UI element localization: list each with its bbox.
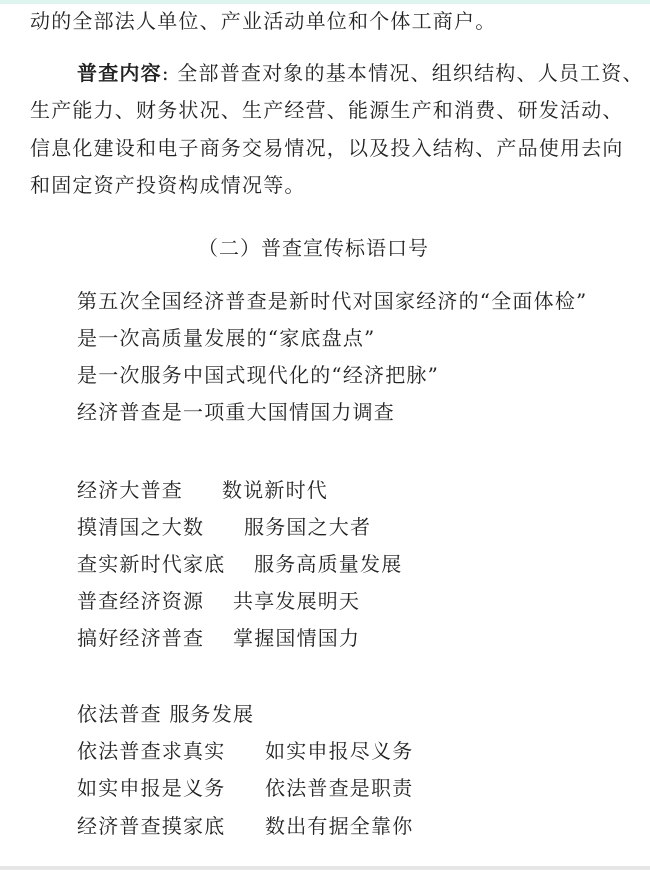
slogan-b: 服务高质量发展 [254, 552, 403, 576]
slogan-a: 摸清国之大数 [77, 515, 205, 539]
slogan-b: 掌握国情国力 [233, 626, 361, 650]
slogan-a: 如实申报是义务 [77, 776, 226, 800]
slogan-b: 依法普查是职责 [265, 776, 414, 800]
slogan-a: 查实新时代家底 [77, 552, 226, 576]
slogan: 经济普查是一项重大国情国力调查 [77, 400, 395, 424]
slogan: 第五次全国经济普查是新时代对国家经济的“全面体检” [77, 289, 588, 313]
slogan-a: 依法普查求真实 [77, 739, 226, 763]
paragraph-line [77, 61, 644, 85]
slogan-b: 共享发展明天 [233, 589, 361, 613]
slogan-b: 数出有据全靠你 [265, 814, 414, 838]
slogan-a: 经济大普查 [77, 478, 183, 502]
paragraph-line: 和固定资产投资构成情况等。 [30, 173, 306, 197]
paragraph-line: 信息化建设和电子商务交易情况，以及投入结构、产品使用去向 [30, 136, 624, 160]
slogan-a: 普查经济资源 [77, 589, 205, 613]
paragraph-text: : 全部普查对象的基本情况、组织结构、人员工资、 [161, 61, 644, 85]
slogan: 是一次高质量发展的“家底盘点” [77, 326, 376, 350]
top-bar [0, 0, 650, 4]
bottom-bar [0, 866, 650, 870]
slogan-b: 如实申报尽义务 [265, 739, 414, 763]
paragraph-line: 动的全部法人单位、产业活动单位和个体工商户。 [30, 9, 497, 33]
slogan-b: 数说新时代 [222, 478, 328, 502]
bold-label: 普查内容 [77, 61, 162, 85]
slogan-group-title: 依法普查 服务发展 [77, 702, 255, 726]
paragraph-line: 生产能力、财务状况、生产经营、能源生产和消费、研发活动、 [30, 98, 624, 122]
slogan-a: 经济普查摸家底 [77, 814, 226, 838]
slogan-b: 服务国之大者 [244, 515, 372, 539]
section-heading: （二）普查宣传标语口号 [198, 236, 429, 260]
slogan: 是一次服务中国式现代化的“经济把脉” [77, 363, 440, 387]
slogan-a: 搞好经济普查 [77, 626, 205, 650]
